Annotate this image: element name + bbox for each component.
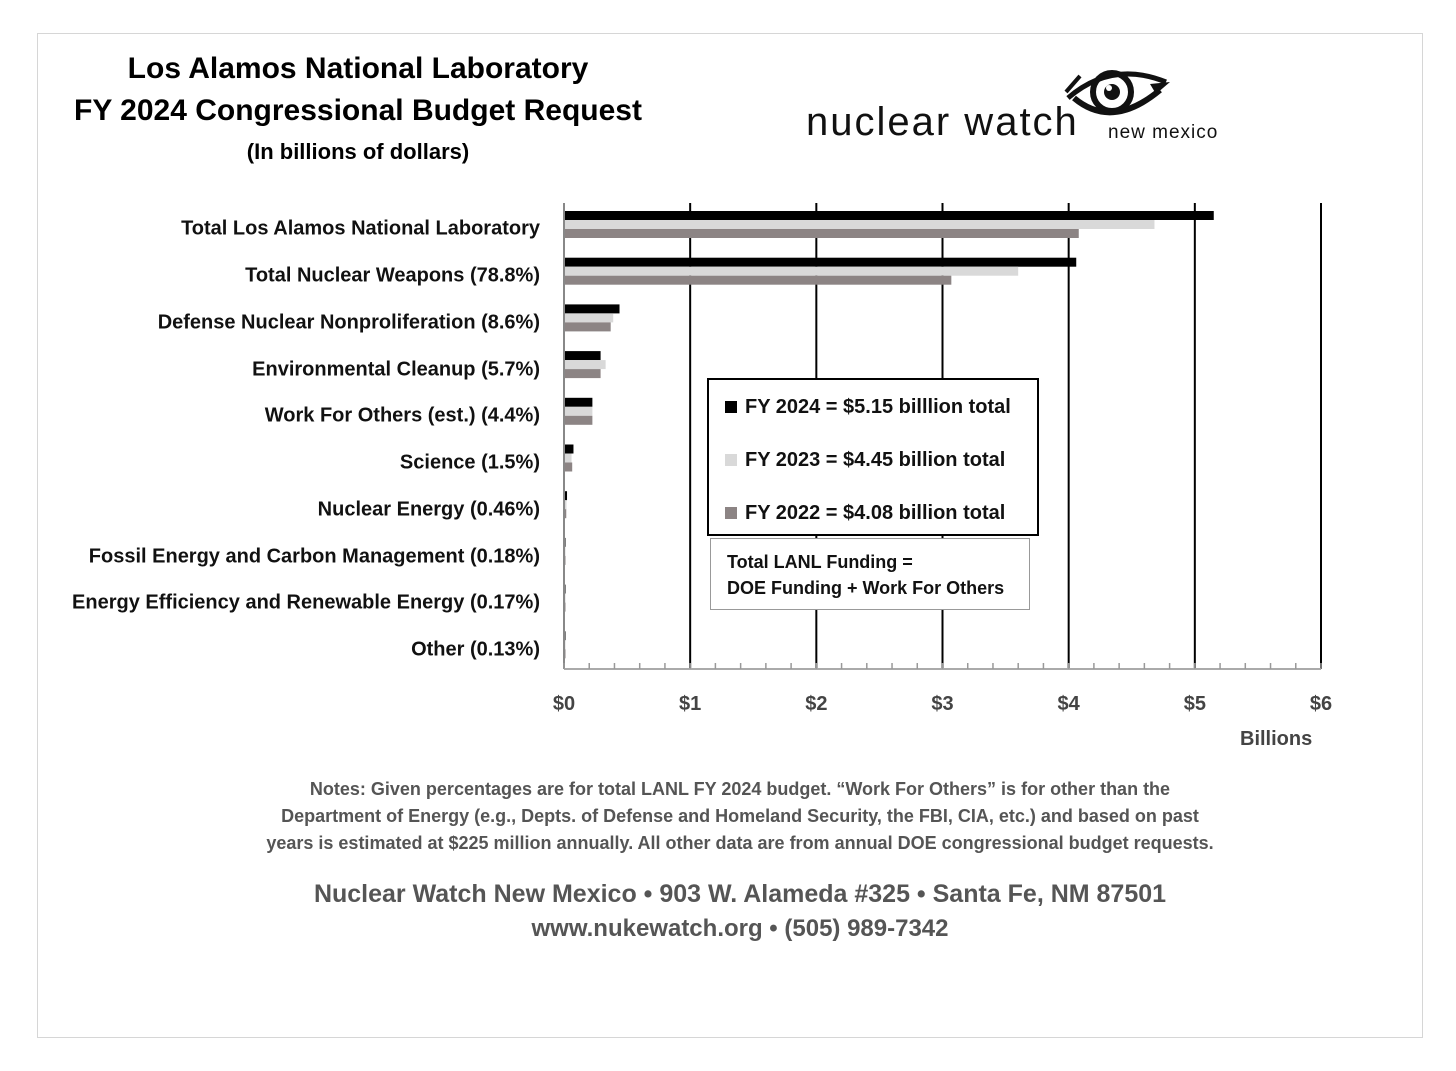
bar xyxy=(564,351,601,360)
legend xyxy=(707,378,1039,536)
notes-line: years is estimated at $225 million annually. All other data are from annual DOE congressional budget requests. xyxy=(266,833,1214,853)
category-label: Fossil Energy and Carbon Management (0.18%) xyxy=(88,545,540,568)
bar xyxy=(564,369,601,378)
legend-swatch xyxy=(725,401,737,413)
category-label: Science (1.5%) xyxy=(399,451,540,474)
category-label: Nuclear Energy (0.46%) xyxy=(317,498,540,521)
bar xyxy=(564,304,620,313)
funding-note xyxy=(710,538,1030,610)
category-label: Other (0.13%) xyxy=(411,638,540,661)
bar xyxy=(564,258,1076,267)
x-tick-label: $6 xyxy=(1309,693,1333,715)
footer-address: Nuclear Watch New Mexico • 903 W. Alameda #325 • Santa Fe, NM 87501 xyxy=(313,880,1167,908)
legend-item-fy2023 xyxy=(725,449,1005,472)
bar xyxy=(564,416,592,425)
bar xyxy=(564,454,572,463)
bar xyxy=(564,445,573,454)
category-label: Total Nuclear Weapons (78.8%) xyxy=(245,264,540,287)
x-tick-label: $3 xyxy=(931,693,954,715)
category-label: Total Los Alamos National Laboratory xyxy=(181,217,540,240)
legend-label: FY 2023 = $4.45 billion total xyxy=(745,449,1006,471)
bar xyxy=(564,463,572,472)
footer-contact: www.nukewatch.org • (505) 989-7342 xyxy=(531,915,949,942)
bar xyxy=(564,398,592,407)
x-tick-label: $5 xyxy=(1183,693,1206,715)
chart-subtitle: FY 2024 Congressional Budget Request xyxy=(74,94,642,127)
x-tick-label: $4 xyxy=(1057,693,1080,715)
bar xyxy=(564,313,613,322)
category-label: Defense Nuclear Nonproliferation (8.6%) xyxy=(157,311,540,334)
category-label: Work For Others (est.) (4.4%) xyxy=(264,404,540,427)
legend-swatch xyxy=(725,507,737,519)
notes-line: Notes: Given percentages are for total LANL FY 2024 budget. “Work For Others” is for other than the xyxy=(309,779,1171,799)
legend-item-fy2022 xyxy=(725,502,1005,525)
legend-item-fy2024 xyxy=(725,396,1011,419)
bar xyxy=(564,322,611,331)
logo-subtext: new mexico xyxy=(1108,122,1219,143)
funding-note-line: DOE Funding + Work For Others xyxy=(727,578,1005,598)
bar xyxy=(564,360,606,369)
legend-label: FY 2022 = $4.08 billion total xyxy=(745,502,1006,524)
bar xyxy=(564,229,1079,238)
bar xyxy=(564,220,1154,229)
eye-icon xyxy=(1062,62,1174,131)
category-label: Environmental Cleanup (5.7%) xyxy=(252,358,540,381)
chart-title: Los Alamos National Laboratory xyxy=(127,52,589,85)
x-tick-label: $0 xyxy=(552,693,576,715)
x-axis-unit-label: Billions xyxy=(1240,728,1313,750)
notes xyxy=(200,776,1280,857)
notes-line: Department of Energy (e.g., Depts. of Defense and Homeland Security, the FBI, CIA, etc.) and based on past xyxy=(281,806,1199,826)
category-label: Energy Efficiency and Renewable Energy (0.17%) xyxy=(72,591,540,614)
x-tick-label: $1 xyxy=(679,693,702,715)
bar xyxy=(564,276,951,285)
legend-swatch xyxy=(725,454,737,466)
bar xyxy=(564,407,592,416)
x-tick-label: $2 xyxy=(805,693,828,715)
chart-units-note: (In billions of dollars) xyxy=(246,139,470,164)
bar xyxy=(564,267,1018,276)
logo-wordmark: nuclear watch xyxy=(806,100,1079,144)
funding-note-line: Total LANL Funding = xyxy=(727,552,913,572)
legend-label: FY 2024 = $5.15 billlion total xyxy=(745,396,1011,418)
bar xyxy=(564,211,1214,220)
